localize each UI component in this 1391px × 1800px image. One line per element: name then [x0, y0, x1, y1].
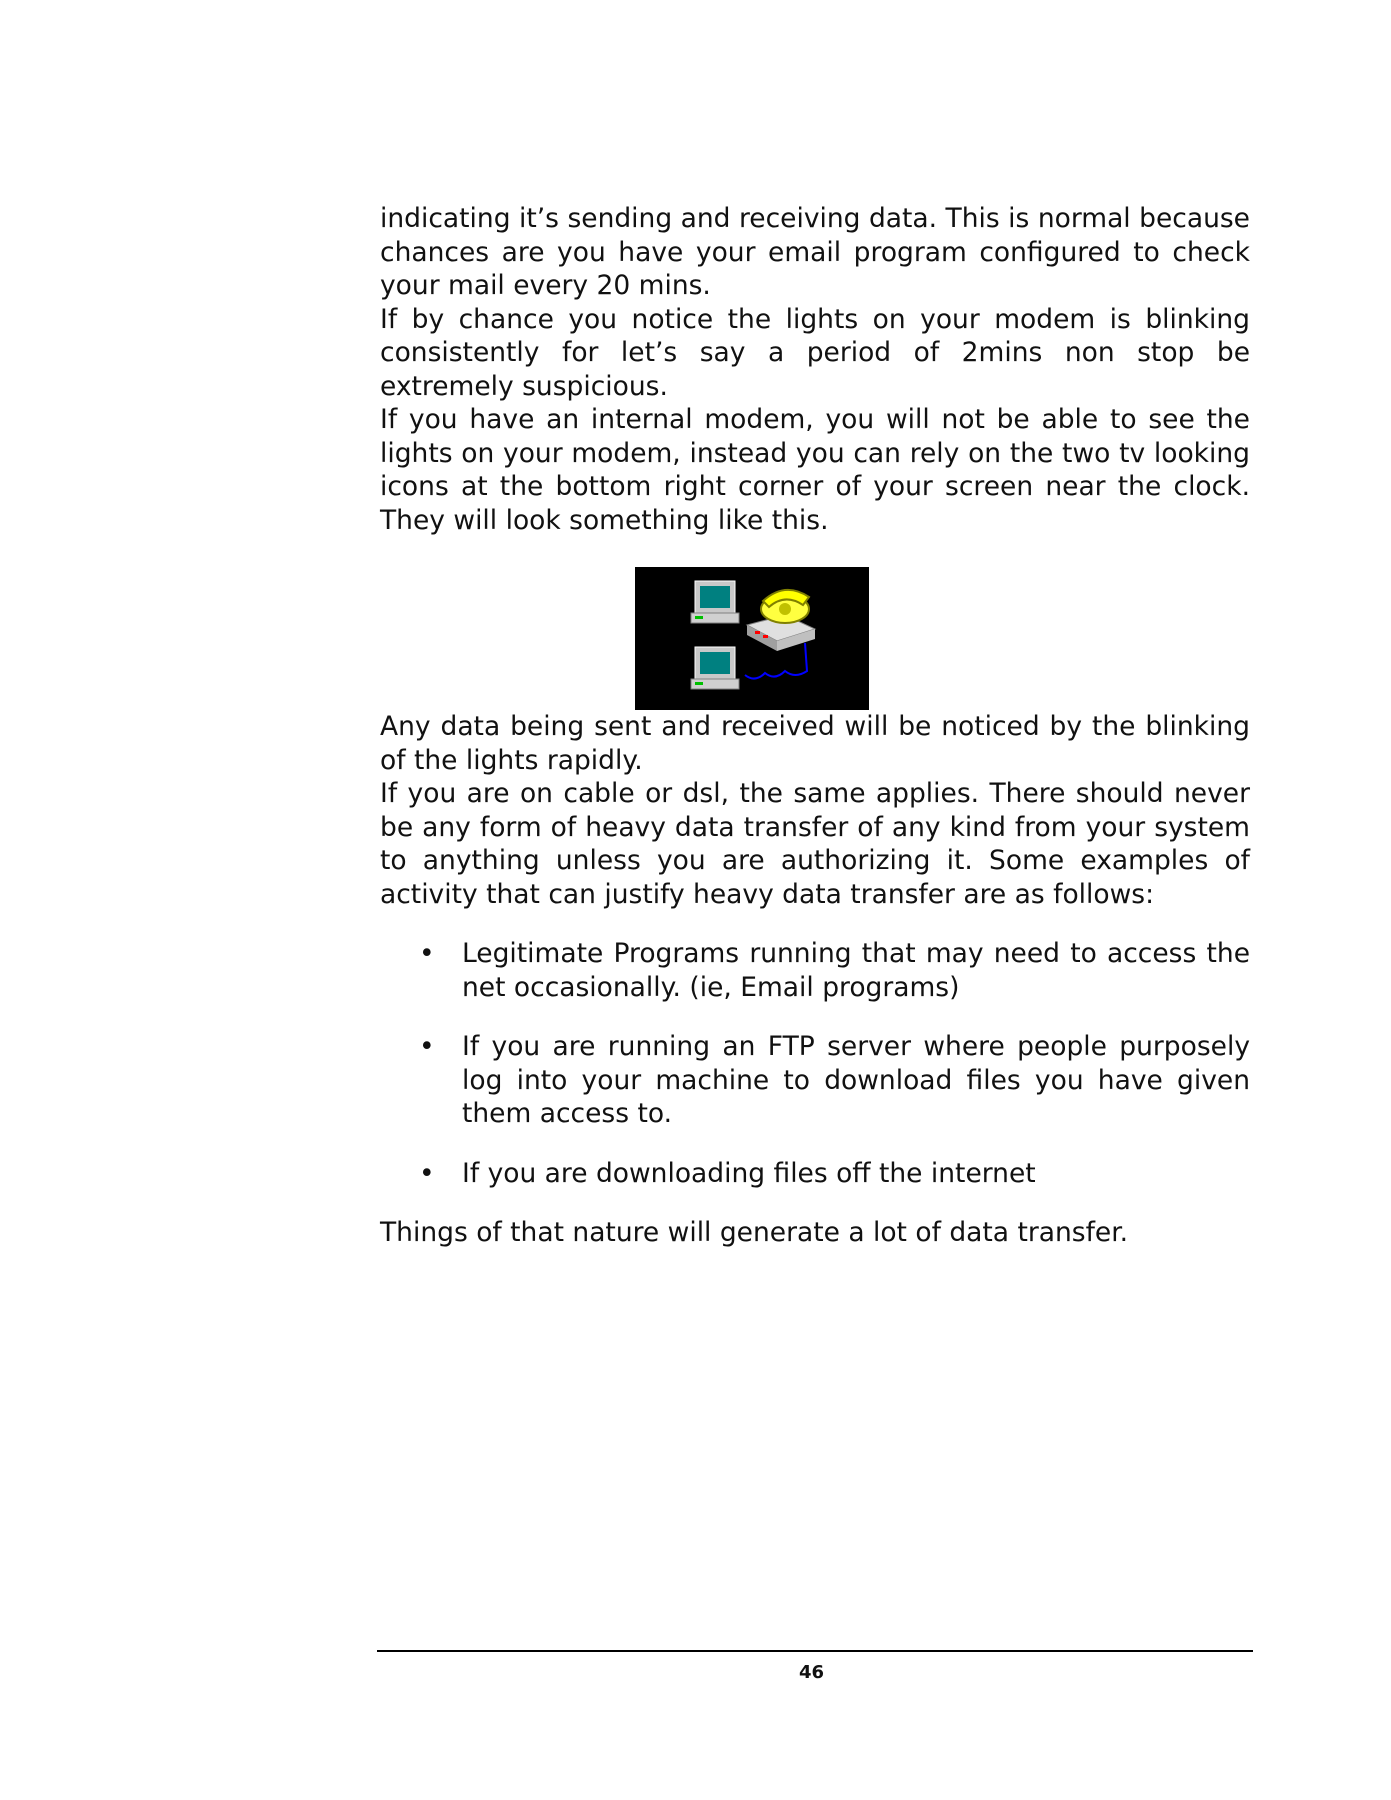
bullet-icon: •: [419, 938, 435, 969]
dial-up-networking-icon: [635, 567, 869, 710]
computer-icon: [691, 647, 739, 689]
paragraph-internal-modem: If you have an internal modem, you will not be able to see the lights on your modem, instead you can rely on the two tv looking icons at the bottom right corner of your screen near the clock. They will look something like this.: [380, 404, 1250, 536]
paragraph-data-noticed: Any data being sent and received will be noticed by the blinking of the lights rapidly.: [380, 711, 1250, 776]
computer-icon: [691, 581, 739, 623]
list-item-text: If you are downloading files off the internet: [462, 1157, 1036, 1189]
list-item-text: Legitimate Programs running that may need to access the net occasionally. (ie, Email programs): [462, 938, 1250, 1003]
page-number: 46: [798, 1662, 825, 1683]
paragraph-modem-blinking: If by chance you notice the lights on your modem is blinking consistently for let’s say a period of 2mins non stop be extremely suspicious.: [380, 303, 1250, 402]
paragraph-cable-dsl: If you are on cable or dsl, the same applies. There should never be any form of heavy data transfer of any kind from your system to anything unless you are authorizing it. Some examples of activity that can justify heavy data transfer are as follows:: [380, 778, 1250, 910]
telephone-icon: [761, 590, 809, 623]
paragraph-email-check: indicating it’s sending and receiving data. This is normal because chances are you have your email program configured to check your mail every 20 mins.: [380, 203, 1250, 301]
bullet-list: [380, 937, 1250, 1190]
footer-divider: [377, 1650, 1253, 1652]
bullet-icon: •: [419, 1157, 435, 1189]
list-item: [380, 937, 1250, 1004]
list-item-text: If you are running an FTP server where people purposely log into your machine to download files you have given them access to.: [462, 1031, 1250, 1129]
list-item: [380, 1030, 1250, 1131]
page-content: [380, 202, 1250, 1250]
bullet-icon: •: [419, 1031, 435, 1062]
list-item: [380, 1157, 1250, 1191]
paragraph-conclusion: Things of that nature will generate a lot of data transfer.: [380, 1217, 1129, 1248]
